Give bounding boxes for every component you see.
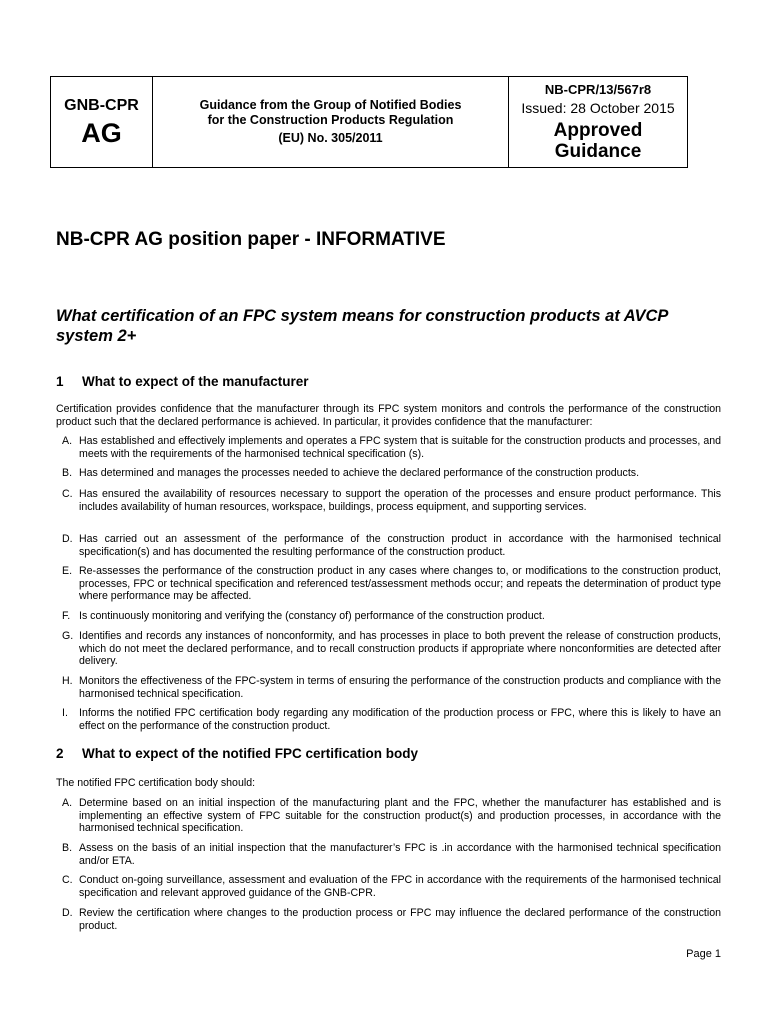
guidance-title-line-2: for the Construction Products Regulation — [207, 113, 454, 127]
page-number: Page 1 — [686, 948, 721, 960]
org-short-name: GNB-CPR — [64, 97, 139, 114]
list-item: H. Monitors the effectiveness of the FPC-system in terms of ensuring the performance of the construction products and compliance with the harmonised technical specification. — [62, 675, 721, 700]
header-org-cell — [51, 77, 153, 167]
guidance-title-line-1: Guidance from the Group of Notified Bodies — [199, 98, 462, 112]
list-item: I. Informs the notified FPC certification body regarding any modification of the production process or FPC, where this is likely to have an effect on the performance of the construction product. — [62, 707, 721, 732]
section-2-heading — [56, 746, 418, 761]
document-header-box — [50, 76, 688, 168]
list-item: C. Conduct on-going surveillance, assessment and evaluation of the FPC in accordance with the requirements of the harmonised technical specification and relevant approved guidance of the GNB-CPR. — [62, 874, 721, 899]
list-item: A. Has established and effectively implements and operates a FPC system that is suitable for the construction products and processes, and meets with the requirements of the harmonised technical specification (s). — [62, 435, 721, 460]
section-1-intro: Certification provides confidence that the manufacturer through its FPC system monitors and controls the performance of the construction product such that the declared performance is achieved. In particular, it provides confidence that the manufacturer: — [56, 403, 721, 428]
section-1-number: 1 — [56, 374, 64, 389]
issue-date: Issued: 28 October 2015 — [521, 100, 675, 116]
header-guidance-cell — [153, 77, 509, 167]
list-item: E. Re-assesses the performance of the construction product in any cases where changes to, or modifications to the construction product, processes, FPC or technical specification and referenced test/assessment methods occur; and repeats the determination of product type where performance may be affected. — [62, 565, 721, 603]
section-1-title: What to expect of the manufacturer — [82, 374, 309, 389]
page-subtitle: What certification of an FPC system means for construction products at AVCP system 2+ — [56, 307, 668, 345]
status-line-1: Approved — [553, 120, 643, 141]
page-title: NB-CPR AG position paper - INFORMATIVE — [56, 229, 446, 250]
section-2-title: What to expect of the notified FPC certification body — [82, 746, 419, 761]
list-item: B. Has determined and manages the processes needed to achieve the declared performance of the construction products. — [62, 467, 640, 479]
guidance-title-line-3: (EU) No. 305/2011 — [278, 131, 383, 145]
list-item: B. Assess on the basis of an initial inspection that the manufacturer’s FPC is .in accordance with the harmonised technical specification and/or ETA. — [62, 842, 721, 867]
org-code: AG — [81, 118, 122, 148]
list-item: G. Identifies and records any instances of nonconformity, and has processes in place to both prevent the release of construction products, which do not meet the declared performance, and to recall construction products if appropriate where nonconformities are detected after delivery. — [62, 630, 721, 668]
list-item: D. Review the certification where changes to the production process or FPC may influence the declared performance of the construction product. — [62, 907, 721, 932]
list-item: A. Determine based on an initial inspection of the manufacturing plant and the FPC, whether the manufacturer has established and is implementing an effective system of FPC suitable for the construction product(s) and production processes, in accordance with the harmonised technical specification. — [62, 797, 721, 835]
doc-reference: NB-CPR/13/567r8 — [544, 82, 652, 97]
list-item: F. Is continuously monitoring and verifying the (constancy of) performance of the construction product. — [62, 610, 545, 622]
header-ref-cell — [509, 77, 687, 167]
section-2-number: 2 — [56, 746, 64, 761]
section-2-intro: The notified FPC certification body should: — [56, 777, 256, 789]
status-line-2: Guidance — [554, 141, 642, 162]
section-1-heading — [56, 374, 309, 389]
list-item: D. Has carried out an assessment of the performance of the construction product in accordance with the harmonised technical specification(s) and has documented the resulting performance of the construction product. — [62, 533, 721, 558]
list-item: C. Has ensured the availability of resources necessary to support the operation of the processes and ensure product performance. This includes availability of human resources, workspace, buildings, process equipment, and supporting services. — [62, 488, 721, 513]
